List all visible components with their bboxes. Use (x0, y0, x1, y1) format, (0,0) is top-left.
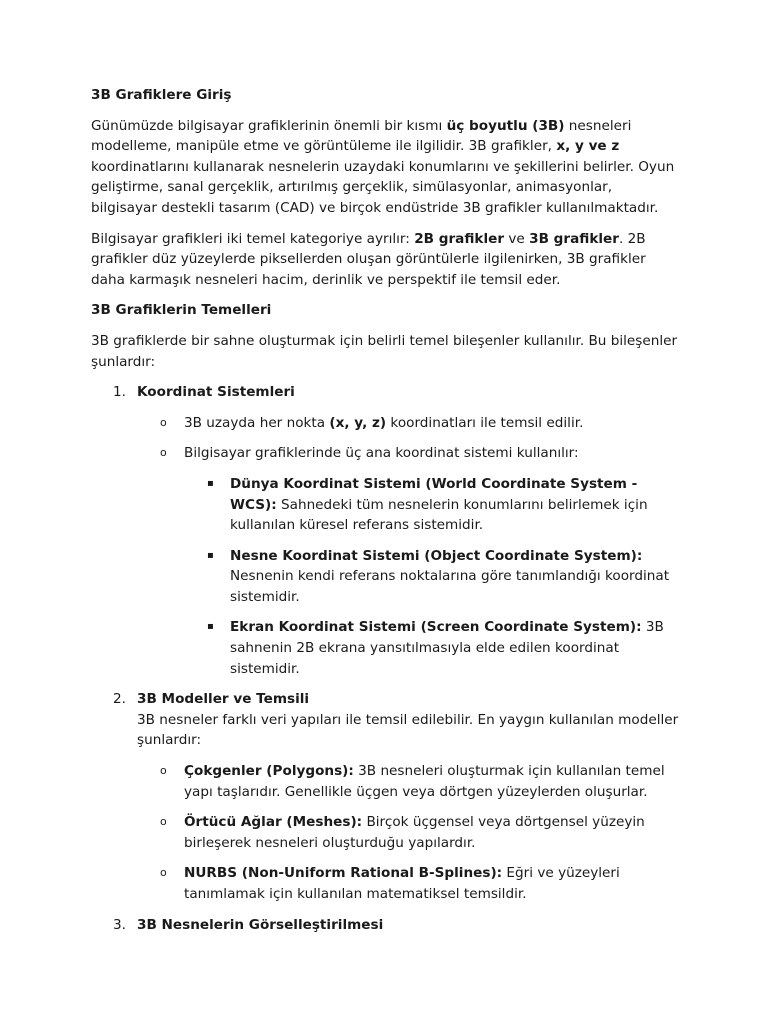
text-run: Nesnenin kendi referans noktalarına göre tanımlandığı koordinat sistemidir. (230, 568, 670, 605)
text-run: 3B uzayda her nokta (184, 414, 330, 431)
intro-paragraph-1 (91, 116, 681, 219)
sub-bullet-item (91, 413, 681, 434)
bold-3b: üç boyutlu (3B) (446, 117, 565, 134)
polygons-title: Çokgenler (Polygons): (184, 763, 354, 780)
intro-paragraph-2 (91, 229, 681, 291)
circle-bullet-icon: o (160, 446, 167, 460)
list-item-description: 3B nesneler farklı veri yapıları ile temsil edilebilir. En yaygın kullanılan modeller şunlardır: (137, 711, 679, 749)
ocs-title: Nesne Koordinat Sistemi (Object Coordinate System): (230, 547, 643, 564)
sub-bullet-item (91, 443, 681, 464)
list-number: 1. (113, 384, 126, 401)
list-item-title: Koordinat Sistemleri (137, 384, 295, 401)
square-bullet-icon: ▪ (207, 549, 214, 561)
section-intro-paragraph: 3B grafiklerde bir sahne oluşturmak için belirli temel bileşenler kullanılır. Bu bileşenler şunlardır: (91, 332, 678, 370)
document-content (91, 85, 681, 945)
sub-sub-bullet-item-scs (91, 617, 681, 679)
text-run: Bilgisayar grafikleri iki temel kategoriye ayrılır: (91, 230, 415, 247)
circle-bullet-icon: o (160, 866, 167, 880)
text-run: Bilgisayar grafiklerinde üç ana koordinat sistemi kullanılır: (184, 445, 579, 462)
list-item-title: 3B Modeller ve Temsili (137, 691, 310, 708)
text-run: Sahnedeki tüm nesnelerin konumlarını belirlemek için kullanılan küresel referans sistemidir. (230, 496, 648, 534)
bold-2b-graphics: 2B grafikler (414, 230, 505, 247)
list-number: 3. (113, 916, 126, 933)
nurbs-title: NURBS (Non-Uniform Rational B-Splines): (184, 865, 503, 882)
text-run: koordinatları ile temsil edilir. (386, 414, 584, 431)
text-run: 3B nesneleri oluşturmak için kullanılan temel yapı taşlarıdır. Genellikle üçgen veya dörtgen yüzeylerden oluşurlar. (184, 763, 665, 800)
text-run: Birçok üçgensel veya dörtgensel yüzeyin birleşerek nesneleri oluşturduğu yapılardır. (184, 814, 645, 851)
text-run: Günümüzde bilgisayar grafiklerinin önemli bir kısmı (91, 117, 447, 134)
text-run: 3B sahnenin 2B ekrana yansıtılmasıyla elde edilen koordinat sistemidir. (230, 619, 664, 677)
sub-bullet-item-nurbs (91, 863, 681, 904)
wcs-title: Dünya Koordinat Sistemi (World Coordinate System - WCS): (230, 475, 638, 513)
sub-bullet-item-meshes (91, 812, 681, 853)
circle-bullet-icon: o (160, 815, 167, 829)
text-run: Eğri ve yüzeyleri tanımlamak için kullanılan matematiksel temsildir. (184, 865, 620, 902)
meshes-title: Örtücü Ağlar (Meshes): (184, 814, 363, 831)
section-heading-basics: 3B Grafiklerin Temelleri (91, 302, 272, 319)
square-bullet-icon: ▪ (207, 621, 214, 633)
bold-coords: (x, y, z) (329, 414, 387, 431)
circle-bullet-icon: o (160, 415, 167, 429)
text-run: . 2B grafikler düz yüzeylerde piksellerden oluşan görüntülerle ilgilenirken, 3B grafikler daha karmaşık nesneleri hacim, derinlik ve perspektif ile temsil eder. (91, 230, 646, 288)
list-item-title: 3B Nesnelerin Görselleştirilmesi (137, 916, 384, 933)
text-run: nesneleri modelleme, manipüle etme ve görüntüleme ile ilgilidir. 3B grafikler, (91, 117, 632, 155)
sub-bullet-item-polygons (91, 761, 681, 802)
bold-xyz: x, y ve z (556, 138, 620, 155)
list-number: 2. (113, 691, 126, 708)
scs-title: Ekran Koordinat Sistemi (Screen Coordinate System): (230, 619, 642, 636)
bold-3b-graphics: 3B grafikler (529, 230, 619, 247)
sub-sub-bullet-item-ocs (91, 546, 681, 608)
list-item-coordinate-systems (91, 382, 681, 403)
circle-bullet-icon: o (160, 764, 167, 778)
text-run: ve (504, 230, 530, 247)
square-bullet-icon: ▪ (207, 477, 214, 489)
sub-sub-bullet-item-wcs (91, 474, 681, 536)
list-item-3d-models (91, 689, 681, 751)
text-run: koordinatlarını kullanarak nesnelerin uzaydaki konumlarını ve şekillerini belirler. Oyun geliştirme, sanal gerçeklik, artırılmış gerçeklik, simülasyonlar, animasyonlar, bilgisayar destekli tasarım (CAD) ve birçok endüstride 3B grafikler kullanılmaktadır. (91, 158, 675, 216)
list-item-visualization (91, 915, 681, 936)
document-title: 3B Grafiklere Giriş (91, 87, 232, 103)
